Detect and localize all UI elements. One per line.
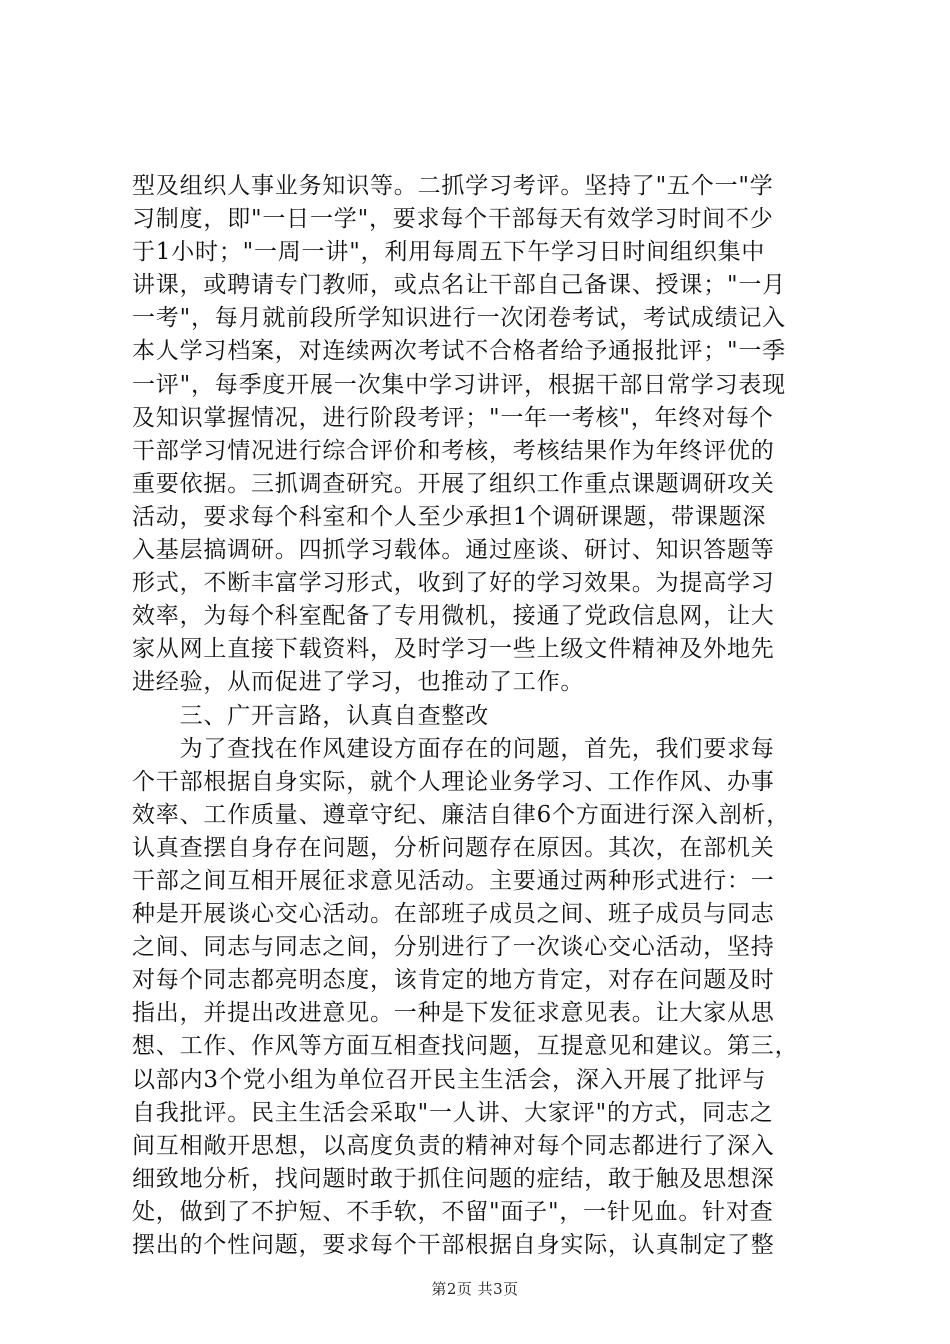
document-line: 效率、工作质量、遵章守纪、廉洁自律6个方面进行深入剖析， xyxy=(132,801,791,828)
document-line: 间互相敞开思想，以高度负责的精神对每个同志都进行了深入 xyxy=(132,1132,775,1159)
document-line: 型及组织人事业务知识等。二抓学习考评。坚持了"五个一"学 xyxy=(132,173,774,199)
document-line: 种是开展谈心交心活动。在部班子成员之间、班子成员与同志 xyxy=(132,901,775,928)
document-line: 三、广开言路，认真自查整改 xyxy=(132,702,489,729)
document-line: 效率，为每个科室配备了专用微机，接通了党政信息网，让大 xyxy=(132,603,775,630)
document-line: 活动，要求每个科室和个人至少承担1个调研课题，带课题深 xyxy=(132,503,767,530)
document-line: 干部学习情况进行综合评价和考核，考核结果作为年终评优的 xyxy=(132,437,775,464)
document-line: 习制度，即"一日一学"，要求每个干部每天有效学习时间不少 xyxy=(132,206,774,233)
document-line: 自我批评。民主生活会采取"一人讲、大家评"的方式，同志之 xyxy=(132,1099,774,1126)
document-line: 家从网上直接下载资料，及时学习一些上级文件精神及外地先 xyxy=(132,636,775,663)
document-line: 本人学习档案，对连续两次考试不合格者给予通报批评；"一季 xyxy=(132,338,786,365)
document-line: 摆出的个性问题，要求每个干部根据自身实际，认真制定了整 xyxy=(132,1232,775,1258)
page-footer: 第2页 共3页 xyxy=(431,1280,519,1298)
document-line: 干部之间互相开展征求意见活动。主要通过两种形式进行：一 xyxy=(132,867,775,894)
document-line: 于1小时；"一周一讲"，利用每周五下午学习日时间组织集中 xyxy=(132,239,766,266)
document-line: 为了查找在作风建设方面存在的问题，首先，我们要求每 xyxy=(132,735,775,762)
document-line: 重要依据。三抓调查研究。开展了组织工作重点课题调研攻关 xyxy=(132,470,775,497)
document-body xyxy=(132,170,828,1262)
document-line: 以部内3个党小组为单位召开民主生活会，深入开展了批评与 xyxy=(132,1066,767,1093)
document-line: 及知识掌握情况，进行阶段考评；"一年一考核"，年终对每个 xyxy=(132,404,774,431)
document-line: 一考"，每月就前段所学知识进行一次闭卷考试，考试成绩记入 xyxy=(132,305,786,332)
document-line: 指出，并提出改进意见。一种是下发征求意见表。让大家从思 xyxy=(132,1000,775,1027)
document-line: 讲课，或聘请专门教师，或点名让干部自己备课、授课；"一月 xyxy=(132,272,786,299)
document-line: 细致地分析，找问题时敢于抓住问题的症结，敢于触及思想深 xyxy=(132,1165,775,1192)
document-line: 形式，不断丰富学习形式，收到了好的学习效果。为提高学习 xyxy=(132,570,775,597)
document-line: 认真查摆自身存在问题，分析问题存在原因。其次，在部机关 xyxy=(132,834,775,861)
document-line: 处，做到了不护短、不手软，不留"面子"，一针见血。针对查 xyxy=(132,1198,774,1225)
document-line: 之间、同志与同志之间，分别进行了一次谈心交心活动，坚持 xyxy=(132,934,775,961)
document-line: 进经验，从而促进了学习，也推动了工作。 xyxy=(132,669,585,696)
document-line: 个干部根据自身实际，就个人理论业务学习、工作作风、办事 xyxy=(132,768,775,795)
document-line: 一评"，每季度开展一次集中学习讲评，根据干部日常学习表现 xyxy=(132,371,786,398)
document-line: 想、工作、作风等方面互相查找问题，互提意见和建议。第三， xyxy=(132,1033,799,1060)
document-line: 对每个同志都亮明态度，该肯定的地方肯定，对存在问题及时 xyxy=(132,967,775,994)
document-line: 入基层搞调研。四抓学习载体。通过座谈、研讨、知识答题等 xyxy=(132,537,775,564)
